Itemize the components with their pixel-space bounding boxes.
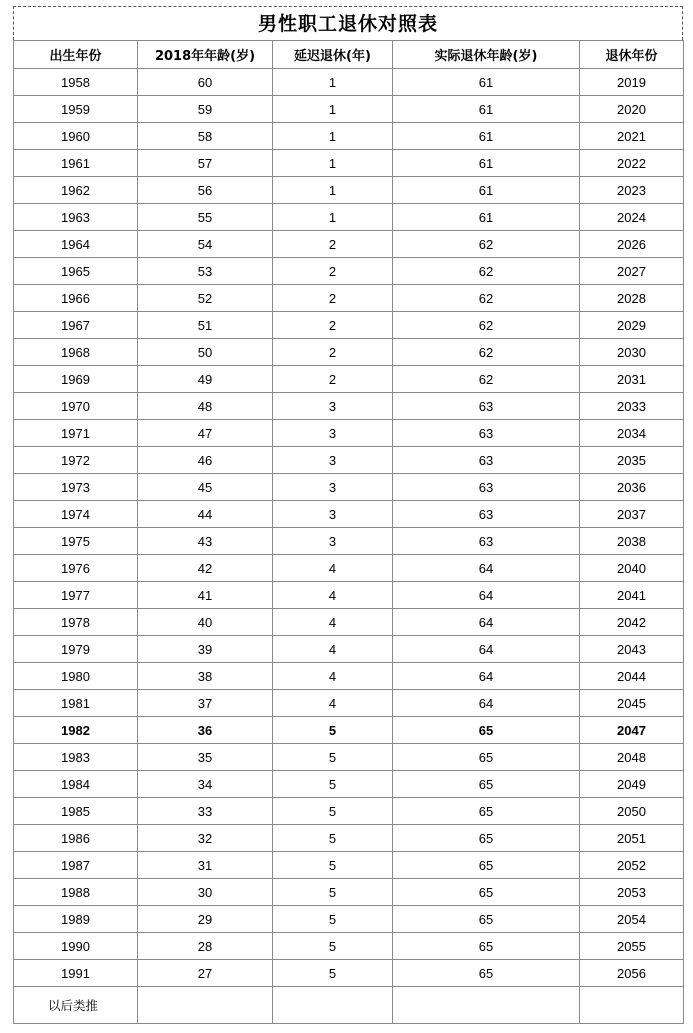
age-2018-cell: 44 — [138, 501, 273, 528]
header-actual-retirement-age: 实际退休年龄(岁) — [393, 41, 580, 69]
retirement-year-cell: 2019 — [580, 69, 684, 96]
retirement-year-cell: 2026 — [580, 231, 684, 258]
birth-year-cell: 1989 — [14, 906, 138, 933]
age-2018-cell: 39 — [138, 636, 273, 663]
age-2018-cell: 59 — [138, 96, 273, 123]
birth-year-cell: 1975 — [14, 528, 138, 555]
age-2018-cell: 41 — [138, 582, 273, 609]
table-row — [14, 960, 684, 987]
table-row — [14, 258, 684, 285]
table-row — [14, 339, 684, 366]
header-birth-year: 出生年份 — [14, 41, 138, 69]
delay-years-cell: 3 — [273, 474, 393, 501]
age-2018-cell: 42 — [138, 555, 273, 582]
retirement-year-cell: 2053 — [580, 879, 684, 906]
birth-year-cell: 1958 — [14, 69, 138, 96]
table-row — [14, 582, 684, 609]
table-row — [14, 555, 684, 582]
table-row — [14, 204, 684, 231]
birth-year-cell: 1973 — [14, 474, 138, 501]
age-2018-cell: 34 — [138, 771, 273, 798]
birth-year-cell: 1960 — [14, 123, 138, 150]
table-cell — [580, 987, 684, 1024]
actual-retirement-age-cell: 64 — [393, 690, 580, 717]
actual-retirement-age-cell: 63 — [393, 501, 580, 528]
delay-years-cell: 2 — [273, 339, 393, 366]
table-row — [14, 609, 684, 636]
actual-retirement-age-cell: 61 — [393, 150, 580, 177]
table-row — [14, 285, 684, 312]
retirement-year-cell: 2021 — [580, 123, 684, 150]
delay-years-cell: 4 — [273, 582, 393, 609]
table-row — [14, 879, 684, 906]
birth-year-cell: 1962 — [14, 177, 138, 204]
table-row — [14, 798, 684, 825]
age-2018-cell: 46 — [138, 447, 273, 474]
delay-years-cell: 3 — [273, 393, 393, 420]
delay-years-cell: 1 — [273, 204, 393, 231]
table-row — [14, 501, 684, 528]
birth-year-cell: 1964 — [14, 231, 138, 258]
actual-retirement-age-cell: 63 — [393, 528, 580, 555]
actual-retirement-age-cell: 64 — [393, 636, 580, 663]
birth-year-cell: 1983 — [14, 744, 138, 771]
birth-year-cell: 1979 — [14, 636, 138, 663]
age-2018-cell: 47 — [138, 420, 273, 447]
actual-retirement-age-cell: 64 — [393, 609, 580, 636]
age-2018-cell: 28 — [138, 933, 273, 960]
age-2018-cell: 29 — [138, 906, 273, 933]
footer-row — [14, 987, 684, 1024]
actual-retirement-age-cell: 61 — [393, 96, 580, 123]
table-row — [14, 69, 684, 96]
retirement-table-sheet — [13, 6, 683, 1024]
actual-retirement-age-cell: 62 — [393, 285, 580, 312]
birth-year-cell: 1968 — [14, 339, 138, 366]
delay-years-cell: 1 — [273, 177, 393, 204]
table-row — [14, 420, 684, 447]
header-retirement-year: 退休年份 — [580, 41, 684, 69]
retirement-year-cell: 2054 — [580, 906, 684, 933]
delay-years-cell: 4 — [273, 690, 393, 717]
birth-year-cell: 1972 — [14, 447, 138, 474]
birth-year-cell: 1980 — [14, 663, 138, 690]
age-2018-cell: 51 — [138, 312, 273, 339]
retirement-year-cell: 2022 — [580, 150, 684, 177]
age-2018-cell: 57 — [138, 150, 273, 177]
retirement-year-cell: 2034 — [580, 420, 684, 447]
table-row — [14, 852, 684, 879]
delay-years-cell: 4 — [273, 609, 393, 636]
retirement-year-cell: 2045 — [580, 690, 684, 717]
table-cell — [393, 987, 580, 1024]
table-row — [14, 825, 684, 852]
table-body — [14, 69, 684, 987]
actual-retirement-age-cell: 64 — [393, 582, 580, 609]
table-row — [14, 150, 684, 177]
retirement-year-cell: 2033 — [580, 393, 684, 420]
actual-retirement-age-cell: 63 — [393, 420, 580, 447]
actual-retirement-age-cell: 65 — [393, 906, 580, 933]
delay-years-cell: 5 — [273, 852, 393, 879]
table-row — [14, 690, 684, 717]
actual-retirement-age-cell: 63 — [393, 393, 580, 420]
actual-retirement-age-cell: 65 — [393, 960, 580, 987]
age-2018-cell: 38 — [138, 663, 273, 690]
delay-years-cell: 2 — [273, 285, 393, 312]
birth-year-cell: 1966 — [14, 285, 138, 312]
delay-years-cell: 3 — [273, 501, 393, 528]
delay-years-cell: 1 — [273, 150, 393, 177]
age-2018-cell: 56 — [138, 177, 273, 204]
age-2018-cell: 48 — [138, 393, 273, 420]
birth-year-cell: 1982 — [14, 717, 138, 744]
retirement-year-cell: 2042 — [580, 609, 684, 636]
age-2018-cell: 32 — [138, 825, 273, 852]
retirement-year-cell: 2049 — [580, 771, 684, 798]
retirement-year-cell: 2030 — [580, 339, 684, 366]
table-row — [14, 177, 684, 204]
delay-years-cell: 5 — [273, 744, 393, 771]
birth-year-cell: 1967 — [14, 312, 138, 339]
birth-year-cell: 1976 — [14, 555, 138, 582]
birth-year-cell: 1981 — [14, 690, 138, 717]
actual-retirement-age-cell: 65 — [393, 717, 580, 744]
actual-retirement-age-cell: 62 — [393, 312, 580, 339]
actual-retirement-age-cell: 65 — [393, 933, 580, 960]
table-cell — [138, 987, 273, 1024]
retirement-year-cell: 2038 — [580, 528, 684, 555]
actual-retirement-age-cell: 63 — [393, 474, 580, 501]
table-row — [14, 744, 684, 771]
retirement-year-cell: 2029 — [580, 312, 684, 339]
delay-years-cell: 4 — [273, 663, 393, 690]
birth-year-cell: 1985 — [14, 798, 138, 825]
actual-retirement-age-cell: 61 — [393, 69, 580, 96]
retirement-year-cell: 2027 — [580, 258, 684, 285]
delay-years-cell: 5 — [273, 825, 393, 852]
actual-retirement-age-cell: 64 — [393, 555, 580, 582]
retirement-table — [13, 40, 684, 1024]
delay-years-cell: 4 — [273, 636, 393, 663]
actual-retirement-age-cell: 65 — [393, 879, 580, 906]
delay-years-cell: 1 — [273, 69, 393, 96]
actual-retirement-age-cell: 65 — [393, 852, 580, 879]
birth-year-cell: 1984 — [14, 771, 138, 798]
retirement-year-cell: 2052 — [580, 852, 684, 879]
delay-years-cell: 5 — [273, 798, 393, 825]
retirement-year-cell: 2020 — [580, 96, 684, 123]
header-delay-years: 延迟退休(年) — [273, 41, 393, 69]
birth-year-cell: 1965 — [14, 258, 138, 285]
actual-retirement-age-cell: 64 — [393, 663, 580, 690]
age-2018-cell: 52 — [138, 285, 273, 312]
actual-retirement-age-cell: 65 — [393, 744, 580, 771]
retirement-year-cell: 2055 — [580, 933, 684, 960]
age-2018-cell: 55 — [138, 204, 273, 231]
actual-retirement-age-cell: 62 — [393, 231, 580, 258]
retirement-year-cell: 2035 — [580, 447, 684, 474]
table-row — [14, 717, 684, 744]
header-row — [14, 41, 684, 69]
actual-retirement-age-cell: 62 — [393, 258, 580, 285]
birth-year-cell: 1974 — [14, 501, 138, 528]
age-2018-cell: 60 — [138, 69, 273, 96]
actual-retirement-age-cell: 61 — [393, 177, 580, 204]
age-2018-cell: 50 — [138, 339, 273, 366]
retirement-year-cell: 2048 — [580, 744, 684, 771]
age-2018-cell: 27 — [138, 960, 273, 987]
actual-retirement-age-cell: 62 — [393, 366, 580, 393]
table-row — [14, 474, 684, 501]
retirement-year-cell: 2050 — [580, 798, 684, 825]
actual-retirement-age-cell: 61 — [393, 204, 580, 231]
birth-year-cell: 1961 — [14, 150, 138, 177]
age-2018-cell: 31 — [138, 852, 273, 879]
table-cell — [273, 987, 393, 1024]
actual-retirement-age-cell: 65 — [393, 825, 580, 852]
birth-year-cell: 1969 — [14, 366, 138, 393]
table-row — [14, 312, 684, 339]
birth-year-cell: 1986 — [14, 825, 138, 852]
retirement-year-cell: 2047 — [580, 717, 684, 744]
age-2018-cell: 33 — [138, 798, 273, 825]
birth-year-cell: 1978 — [14, 609, 138, 636]
table-row — [14, 123, 684, 150]
age-2018-cell: 53 — [138, 258, 273, 285]
retirement-year-cell: 2036 — [580, 474, 684, 501]
birth-year-cell: 1987 — [14, 852, 138, 879]
retirement-year-cell: 2040 — [580, 555, 684, 582]
birth-year-cell: 1991 — [14, 960, 138, 987]
age-2018-cell: 43 — [138, 528, 273, 555]
birth-year-cell: 1990 — [14, 933, 138, 960]
age-2018-cell: 45 — [138, 474, 273, 501]
retirement-year-cell: 2023 — [580, 177, 684, 204]
table-row — [14, 366, 684, 393]
table-row — [14, 771, 684, 798]
birth-year-cell: 1963 — [14, 204, 138, 231]
age-2018-cell: 30 — [138, 879, 273, 906]
table-row — [14, 663, 684, 690]
age-2018-cell: 49 — [138, 366, 273, 393]
age-2018-cell: 40 — [138, 609, 273, 636]
actual-retirement-age-cell: 63 — [393, 447, 580, 474]
delay-years-cell: 1 — [273, 123, 393, 150]
delay-years-cell: 1 — [273, 96, 393, 123]
table-row — [14, 636, 684, 663]
age-2018-cell: 35 — [138, 744, 273, 771]
actual-retirement-age-cell: 61 — [393, 123, 580, 150]
age-2018-cell: 58 — [138, 123, 273, 150]
footer-note: 以后类推 — [14, 987, 138, 1024]
age-2018-cell: 54 — [138, 231, 273, 258]
table-row — [14, 447, 684, 474]
delay-years-cell: 3 — [273, 528, 393, 555]
delay-years-cell: 5 — [273, 960, 393, 987]
table-row — [14, 96, 684, 123]
delay-years-cell: 3 — [273, 447, 393, 474]
birth-year-cell: 1970 — [14, 393, 138, 420]
birth-year-cell: 1988 — [14, 879, 138, 906]
retirement-year-cell: 2041 — [580, 582, 684, 609]
table-row — [14, 906, 684, 933]
retirement-year-cell: 2044 — [580, 663, 684, 690]
delay-years-cell: 5 — [273, 717, 393, 744]
table-row — [14, 528, 684, 555]
retirement-year-cell: 2031 — [580, 366, 684, 393]
delay-years-cell: 2 — [273, 312, 393, 339]
actual-retirement-age-cell: 62 — [393, 339, 580, 366]
retirement-year-cell: 2043 — [580, 636, 684, 663]
table-row — [14, 231, 684, 258]
retirement-year-cell: 2028 — [580, 285, 684, 312]
actual-retirement-age-cell: 65 — [393, 798, 580, 825]
delay-years-cell: 2 — [273, 366, 393, 393]
table-title: 男性职工退休对照表 — [13, 6, 683, 40]
delay-years-cell: 2 — [273, 231, 393, 258]
actual-retirement-age-cell: 65 — [393, 771, 580, 798]
birth-year-cell: 1959 — [14, 96, 138, 123]
age-2018-cell: 37 — [138, 690, 273, 717]
delay-years-cell: 5 — [273, 771, 393, 798]
delay-years-cell: 2 — [273, 258, 393, 285]
retirement-year-cell: 2037 — [580, 501, 684, 528]
age-2018-cell: 36 — [138, 717, 273, 744]
delay-years-cell: 4 — [273, 555, 393, 582]
delay-years-cell: 5 — [273, 933, 393, 960]
delay-years-cell: 5 — [273, 906, 393, 933]
delay-years-cell: 5 — [273, 879, 393, 906]
table-row — [14, 933, 684, 960]
delay-years-cell: 3 — [273, 420, 393, 447]
birth-year-cell: 1971 — [14, 420, 138, 447]
retirement-year-cell: 2051 — [580, 825, 684, 852]
table-row — [14, 393, 684, 420]
header-age-2018: 2018年年龄(岁) — [138, 41, 273, 69]
birth-year-cell: 1977 — [14, 582, 138, 609]
retirement-year-cell: 2024 — [580, 204, 684, 231]
retirement-year-cell: 2056 — [580, 960, 684, 987]
